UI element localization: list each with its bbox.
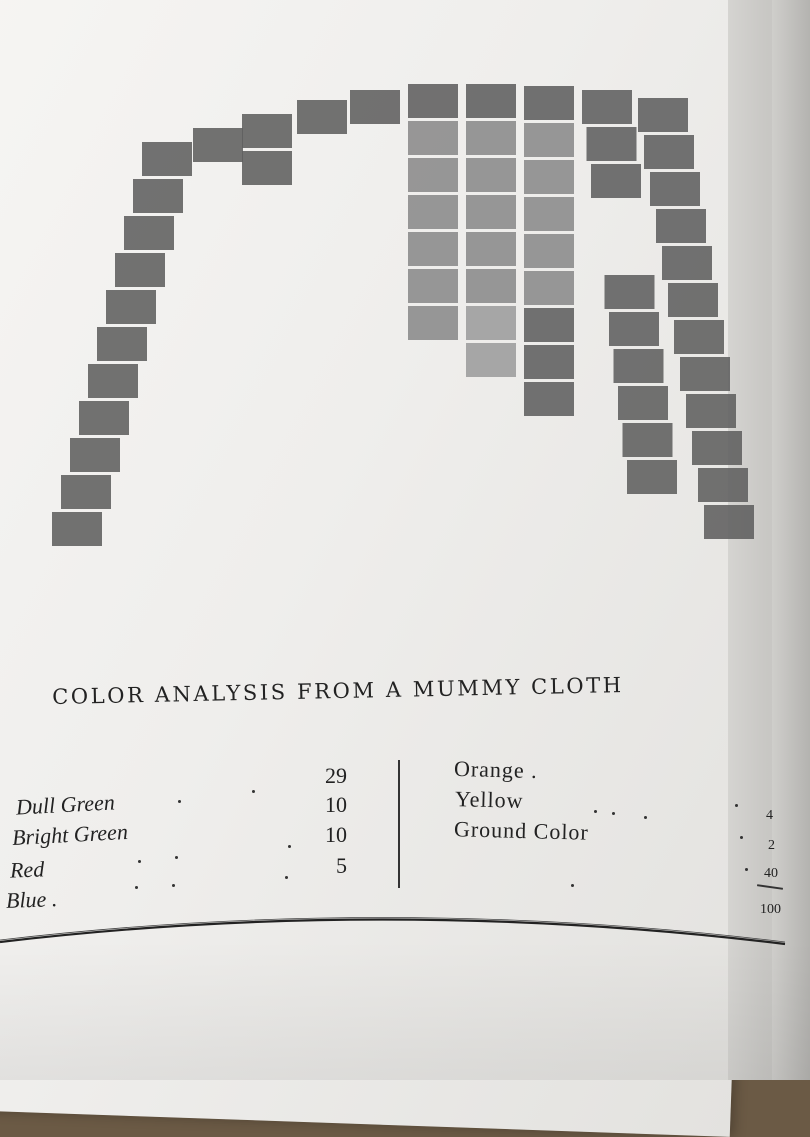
value-ground-color: 40: [764, 866, 778, 881]
label-blue: Blue .: [5, 886, 58, 913]
label-red: Red: [9, 856, 45, 883]
value-bright-green: 10: [325, 822, 347, 847]
value-yellow: 2: [768, 838, 775, 853]
value-row-1: 29: [325, 763, 347, 788]
label-ground-color: Ground Color: [453, 816, 590, 845]
value-total: 100: [760, 902, 781, 917]
value-dull-green: 10: [325, 792, 347, 817]
value-red: 5: [336, 853, 347, 878]
figure-caption: COLOR ANALYSIS FROM A MUMMY CLOTH: [52, 673, 624, 709]
label-bright-green: Bright Green: [11, 818, 129, 851]
label-dull-green: Dull Green: [15, 789, 116, 820]
label-orange: Orange .: [453, 755, 539, 784]
label-yellow: Yellow: [454, 786, 524, 813]
bottom-rule: [0, 919, 785, 944]
value-orange: 4: [766, 808, 773, 823]
